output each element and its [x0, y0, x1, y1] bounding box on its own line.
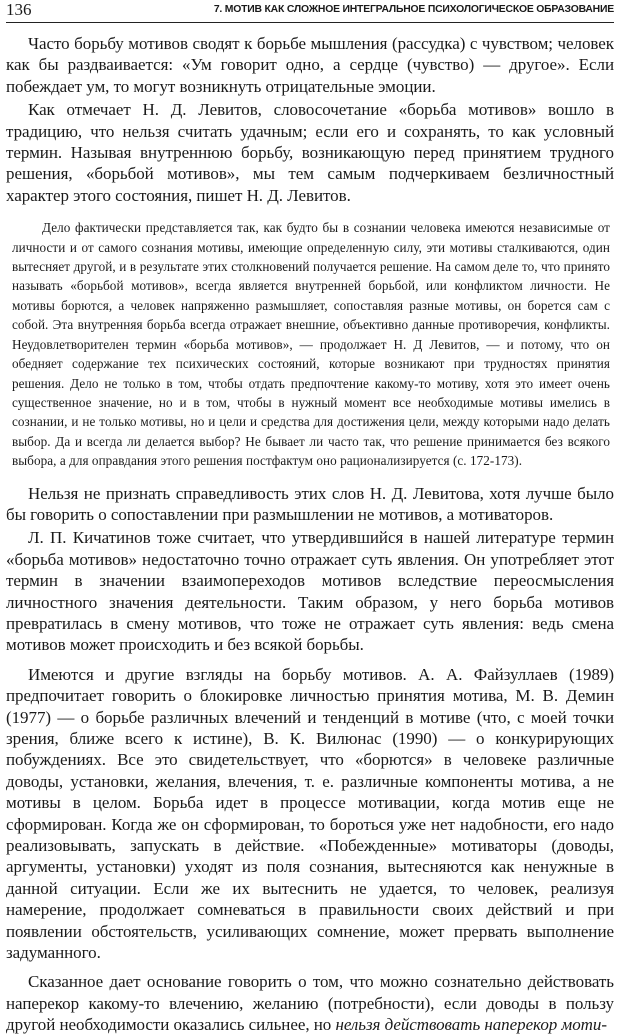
paragraph-text: Сказанное дает основание говорить о том, что можно сознательно действовать наперекор какому-то влечению, желанию (потребности), если доводы в пользу другой необходимости оказались сильнее, но [6, 972, 614, 1035]
paragraph: Имеются и другие взгляды на борьбу мотивов. А. А. Файзуллаев (1989) предпочитает говорить о блокировке личностью принятия мотива, М. В. Демин (1977) — о борьбе различных влечений и тенденций в мотиве (что, с моей точки зрения, ближе всего к истине), В. К. Вилюнас (1990) — о конкурирующих побуждениях. Все это свидетельствует, что «борются» в человеке различные доводы, установки, желания, влечения, т. е. различные компоненты мотива, а не мотивы в целом. Борьба идет в процессе мотивации, когда мотив еще не сформирован. Когда же он сформирован, то бороться уже нет надобности, его надо реализовывать, запускать в действие. «Побежденные» мотиваторы (доводы, аргументы, установки) уходят из поля сознания, вытесняются как ненужные в данной ситуации. Если же их вытеснить не удается, то человек, реализуя намерение, продолжает сомневаться в правильности своих действий и при появлении обстоятельств, усиливающих сомнение, может прервать выполнение задуманного. [6, 664, 614, 963]
paragraph: Часто борьбу мотивов сводят к борьбе мышления (рассудка) с чувством; человек как бы раздваивается: «Ум говорит одно, а сердце (чувство) — другое». Если побеждает ум, то могут возникнуть отрицательные эмоции. [6, 34, 614, 96]
page-number: 136 [6, 0, 32, 19]
paragraph: Л. П. Кичатинов тоже считает, что утвердившийся в нашей литературе термин «борьба мотивов» недостаточно точно отражает суть явления. Он употребляет этот термин в значении взаимопереходов мотивов вследствие переосмысления личностного значения деятельности. Таким образом, у него борьба мотивов превратилась в смену мотивов, что тоже не отражает суть явления: ведь смена мотивов может происходить и без всякой борьбы. [6, 528, 614, 655]
page-header [6, 0, 614, 23]
paragraph: Нельзя не признать справедливость этих слов Н. Д. Левитова, хотя лучше было бы говорить о сопоставлении при размышлении не мотивов, а мотиваторов. [6, 483, 614, 524]
running-title: 7. МОТИВ КАК СЛОЖНОЕ ИНТЕГРАЛЬНОЕ ПСИХОЛОГИЧЕСКОЕ ОБРАЗОВАНИЕ [213, 4, 614, 15]
page-body [6, 33, 614, 1036]
paragraph: Как отмечает Н. Д. Левитов, словосочетание «борьба мотивов» вошло в традицию, что нельзя считать удачным; если его и сохранять, то как условный термин. Называя внутреннюю борьбу, возникающую перед принятием трудного решения, «борьбой мотивов», мы тем самым подчеркиваем безличностный характер этого состояния, пишет Н. Д. Левитов. [6, 100, 614, 205]
italic-emphasis: нельзя действовать наперекор моти- [335, 1015, 607, 1035]
paragraph [6, 971, 614, 1035]
block-quote: Дело фактически представляется так, как будто бы в сознании человека имеются независимые от личности и от самого сознания мотивы, имеющие определенную силу, эти мотивы сталкиваются, один вытесняет другой, и в результате этих столкновений получается решение. На самом деле то, что принято называть «борьбой мотивов», всегда является внутренней борьбой, или конфликтом личности. Не мотивы борются, а человек напряженно размышляет, сопоставляя разные мотивы, он борется сам с собой. Эта внутренняя борьба всегда отражает внешние, объективно данные противоречия, конфликты. Неудовлетворителен термин «борьба мотивов», — продолжает Н. Д Левитов, — и потому, что он обедняет содержание тех психических состояний, которые возникают при трудностях принятия решения. Дело не только в том, чтобы отдать предпочтение какому-то мотиву, хотя это имеет очень существенное значение, но и в том, чтобы в нужный момент все необходимые мотивы имелись в сознании, и не только мотивы, но и цели и средства для достижения цели, между которыми надо делать выбор. Да и всегда ли делается выбор? Не бывает ли часто так, что решение принимается без всякого выбора, а для оправдания этого решения постфактум оно рационализируется (с. 172-173). [12, 220, 610, 469]
